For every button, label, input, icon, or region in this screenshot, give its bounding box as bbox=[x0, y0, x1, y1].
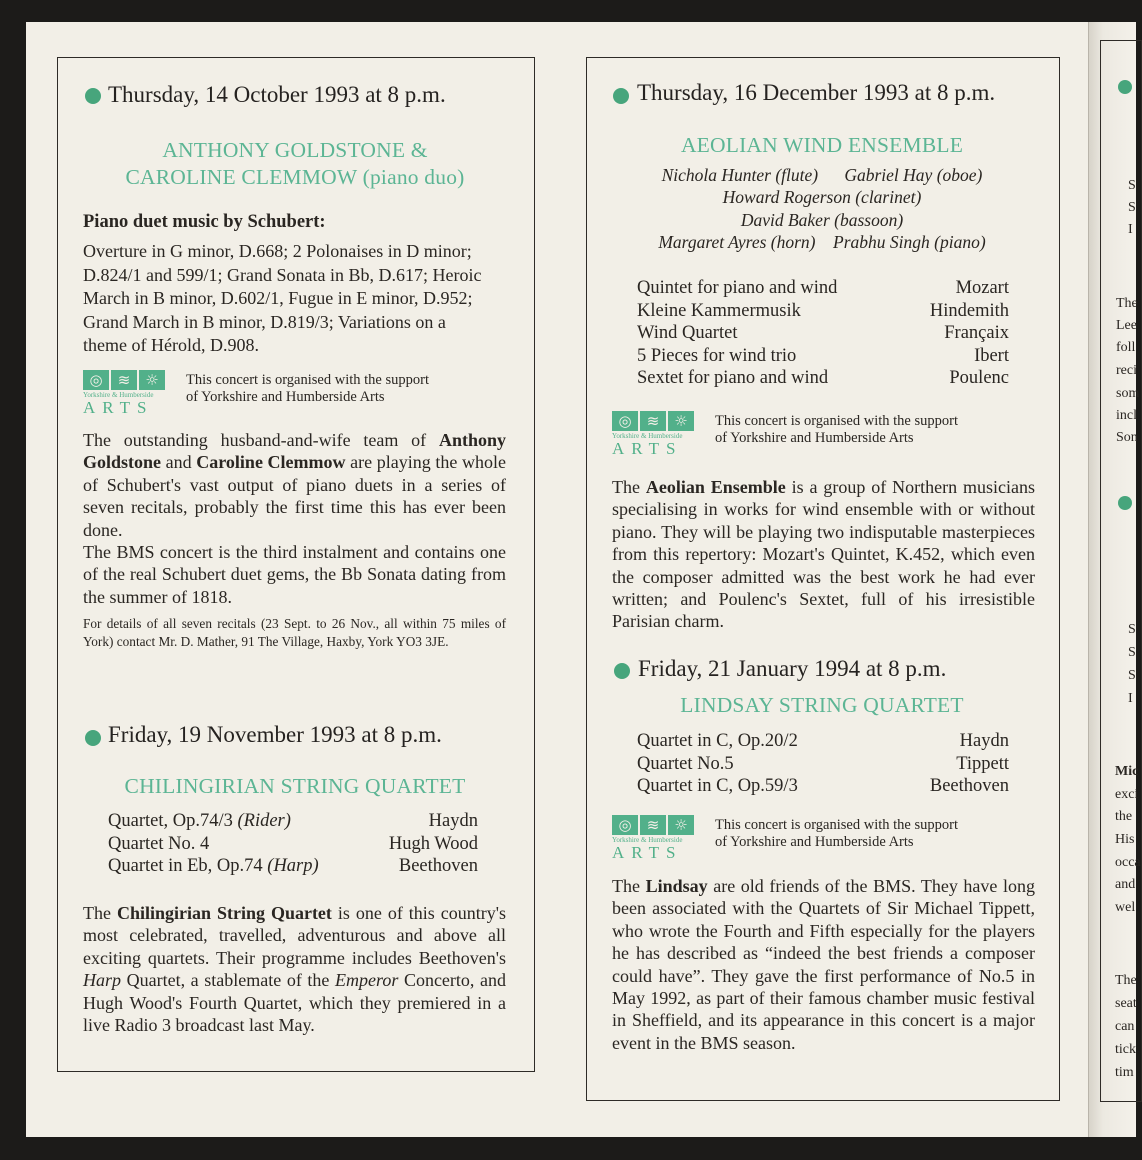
edge-fragment: Son bbox=[1116, 430, 1138, 445]
desc-text: is a group of Northern musicians specialising in works for wind ensemble with or without piano. They will be playing two indisputable masterpieces from this repertory: Mozart's Quintet, K.452, which even the composer admitted was the best work he had ever written; and Poulenc's Sextet, full of his irresistible Parisian charm. bbox=[612, 477, 1036, 632]
desc-text: Concerto, and Hugh Wood's Fourth Quartet, which they premiered in a live Radio 3 broadcast last May. bbox=[83, 970, 507, 1036]
concert-date: Thursday, 16 December 1993 at 8 p.m. bbox=[637, 80, 996, 105]
player: Howard Rogerson (clarinet) bbox=[722, 187, 922, 208]
player: Margaret Ayres (horn) bbox=[658, 231, 816, 252]
programme-row bbox=[637, 367, 1009, 390]
work-title: 5 Pieces for wind trio bbox=[637, 345, 797, 366]
players-row bbox=[586, 231, 1058, 253]
programme-row bbox=[637, 730, 1009, 753]
edge-fragment: seat bbox=[1115, 996, 1137, 1011]
figure-icon: ☼ bbox=[668, 815, 694, 835]
programme-row bbox=[637, 345, 1009, 368]
work-title: Quartet in C, Op.20/2 bbox=[637, 731, 798, 751]
programme-line: March in B minor, D.602/1, Fugue in E minor, D.952; bbox=[83, 288, 473, 308]
spiral-icon: ◎ bbox=[83, 370, 109, 390]
concert-date: Thursday, 14 October 1993 at 8 p.m. bbox=[108, 82, 446, 107]
programme-line: Grand March in B minor, D.819/3; Variations on a bbox=[83, 311, 446, 332]
edge-fragment: tim bbox=[1115, 1065, 1134, 1080]
bullet-dot bbox=[85, 88, 101, 104]
programme-line: theme of Hérold, D.908. bbox=[83, 335, 259, 355]
player: Nichola Hunter (flute) bbox=[661, 165, 819, 185]
performer-name: Caroline Clemmow bbox=[196, 452, 346, 473]
work-subtitle: (Rider) bbox=[237, 811, 291, 831]
arts-logo bbox=[83, 370, 171, 428]
programme-line: Overture in G minor, D.668; 2 Polonaises in D minor; bbox=[83, 241, 472, 261]
recitals-note: For details of all seven recitals (23 Sept. to 26 Nov., all within 75 miles of York) contact Mr. D. Mather, 91 The Village, Haxby, York YO3 3JE. bbox=[83, 616, 506, 649]
concert-description bbox=[612, 476, 1035, 633]
concert-date: Friday, 19 November 1993 at 8 p.m. bbox=[108, 722, 442, 747]
performer-name: Aeolian Ensemble bbox=[645, 477, 786, 497]
desc-text: The outstanding husband-and-wife team of bbox=[83, 430, 439, 450]
desc-text: is one of this country's most celebrated, travelled, adventurous and above all exciting quartets. Their programme includes Beethoven's bbox=[83, 903, 507, 968]
work-name: Emperor bbox=[335, 970, 399, 991]
performer-name: Anthony Goldstone bbox=[83, 430, 506, 473]
arts-logo-word: ARTS bbox=[83, 398, 154, 417]
edge-fragment: The bbox=[1115, 973, 1137, 988]
programme-row bbox=[637, 300, 1009, 323]
bullet-dot bbox=[613, 88, 629, 104]
composer: Hindemith bbox=[929, 300, 1009, 321]
arts-logo-sub: Yorkshire & Humberside bbox=[83, 391, 154, 399]
programme-row bbox=[108, 810, 478, 833]
edge-fragment: I bbox=[1128, 222, 1133, 237]
concert-description bbox=[83, 429, 506, 541]
edge-fragment: Mic bbox=[1115, 764, 1139, 779]
support-line: of Yorkshire and Humberside Arts bbox=[186, 389, 385, 405]
support-line: This concert is organised with the support bbox=[186, 372, 429, 388]
edge-fragment: S bbox=[1128, 668, 1136, 683]
programme-line: D.824/1 and 599/1; Grand Sonata in Bb, D.617; Heroic bbox=[83, 264, 482, 285]
desc-text: The bbox=[612, 477, 646, 497]
edge-fragment: S bbox=[1128, 622, 1136, 637]
arts-logo-sub: Yorkshire & Humberside bbox=[612, 836, 683, 844]
players-list bbox=[586, 164, 1058, 253]
composer: Hugh Wood bbox=[388, 833, 478, 854]
arts-logo-sub: Yorkshire & Humberside bbox=[612, 432, 683, 440]
waves-icon: ≋ bbox=[640, 815, 666, 835]
work: Quartet in Eb, Op.74 bbox=[108, 856, 268, 877]
arts-logo bbox=[612, 815, 700, 873]
performer-name: Chilingirian String Quartet bbox=[116, 903, 332, 923]
support-line: of Yorkshire and Humberside Arts bbox=[715, 834, 914, 850]
edge-fragment: Lee bbox=[1116, 318, 1137, 333]
composer: Françaix bbox=[944, 323, 1009, 344]
edge-fragment: occa bbox=[1115, 855, 1141, 870]
waves-icon: ≋ bbox=[640, 411, 666, 431]
desc-text: The bbox=[83, 903, 117, 923]
work-title: Wind Quartet bbox=[637, 323, 738, 344]
spiral-icon: ◎ bbox=[612, 815, 638, 835]
desc-text: are old friends of the BMS. They have long been associated with the Quartets of Sir Michael Tippett, who wrote the Fourth and Fifth especially for the players he has described as “indeed the best friends a composer could have”. They gave the first performance of No.5 in May 1992, as part of their famous chamber music festival in Sheffield, and its appearance in this concert is a major event in the BMS season. bbox=[612, 876, 1035, 1053]
programme-row bbox=[637, 322, 1009, 345]
composer: Haydn bbox=[959, 731, 1009, 751]
work-title: Sextet for piano and wind bbox=[637, 368, 829, 389]
work-title: Quartet No.5 bbox=[637, 753, 734, 774]
programme-list bbox=[637, 277, 1009, 390]
support-note bbox=[186, 372, 429, 406]
support-note bbox=[715, 413, 958, 447]
edge-fragment: S bbox=[1128, 178, 1136, 193]
concert-date: Friday, 21 January 1994 at 8 p.m. bbox=[638, 656, 947, 681]
programme-row bbox=[637, 277, 1009, 300]
player: Gabriel Hay (oboe) bbox=[844, 165, 983, 185]
edge-fragment: His bbox=[1115, 832, 1135, 847]
support-line: of Yorkshire and Humberside Arts bbox=[715, 430, 914, 446]
edge-fragment: foll bbox=[1116, 340, 1136, 355]
composer: Ibert bbox=[974, 345, 1009, 366]
work-title: Quartet in C, Op.59/3 bbox=[637, 776, 798, 797]
programme-row bbox=[108, 855, 478, 878]
player: David Baker (bassoon) bbox=[740, 209, 904, 230]
ensemble-title: AEOLIAN WIND ENSEMBLE bbox=[680, 133, 964, 157]
edge-fragment: The bbox=[1116, 296, 1138, 311]
programme-list bbox=[108, 810, 478, 878]
ensemble-title: LINDSAY STRING QUARTET bbox=[680, 693, 964, 717]
arts-logo bbox=[612, 411, 700, 469]
programme-text bbox=[83, 240, 506, 358]
edge-fragment: exci bbox=[1115, 787, 1139, 802]
edge-fragment: the bbox=[1115, 809, 1133, 824]
programme-row bbox=[637, 775, 1009, 798]
bullet-dot bbox=[1118, 496, 1132, 510]
composer: Beethoven bbox=[929, 776, 1009, 797]
edge-fragment: S bbox=[1128, 200, 1136, 215]
figure-icon: ☼ bbox=[139, 370, 165, 390]
spiral-icon: ◎ bbox=[612, 411, 638, 431]
figure-icon: ☼ bbox=[668, 411, 694, 431]
work: Quartet No. 4 bbox=[108, 833, 210, 854]
work-name: Harp bbox=[83, 970, 122, 991]
work-title bbox=[108, 833, 209, 856]
support-note bbox=[715, 817, 958, 851]
composer: Tippett bbox=[956, 753, 1009, 774]
players-row bbox=[586, 164, 1058, 186]
composer: Beethoven bbox=[398, 856, 478, 877]
arts-logo-word: ARTS bbox=[612, 439, 683, 458]
bullet-dot bbox=[85, 730, 101, 746]
edge-fragment: reci bbox=[1116, 363, 1137, 378]
bullet-dot bbox=[614, 663, 630, 679]
desc-text: Quartet, a stablemate of the bbox=[121, 970, 336, 991]
concert-description bbox=[612, 875, 1035, 1054]
composer: Mozart bbox=[955, 278, 1009, 298]
arts-logo-word: ARTS bbox=[612, 843, 683, 862]
desc-text: are playing the whole of Schubert's vast output of piano duets in a series of seven recitals, probably the first time this has ever been done. bbox=[83, 452, 506, 540]
programme-row bbox=[637, 753, 1009, 776]
player: Prabhu Singh (piano) bbox=[833, 231, 986, 252]
programme-heading: Piano duet music by Schubert: bbox=[83, 212, 326, 232]
edge-fragment: I bbox=[1128, 691, 1133, 706]
edge-fragment: som bbox=[1116, 386, 1140, 401]
ensemble-title: CHILINGIRIAN STRING QUARTET bbox=[124, 774, 466, 798]
bullet-dot bbox=[1118, 80, 1132, 94]
concert-description-2: The BMS concert is the third instalment and contains one of the real Schubert duet gems, the Bb Sonata dating from the summer of 1818. bbox=[83, 542, 506, 607]
waves-icon: ≋ bbox=[111, 370, 137, 390]
edge-fragment: and bbox=[1115, 877, 1136, 892]
edge-fragment: tick bbox=[1115, 1042, 1136, 1057]
edge-fragment: S bbox=[1128, 645, 1136, 660]
work-subtitle: (Harp) bbox=[267, 856, 319, 877]
work-title bbox=[108, 810, 291, 833]
work-title: Quintet for piano and wind bbox=[637, 278, 838, 298]
edge-fragment: wel bbox=[1115, 900, 1136, 915]
edge-fragment: incl bbox=[1116, 408, 1137, 423]
support-line: This concert is organised with the support bbox=[715, 817, 958, 833]
programme-row bbox=[108, 833, 478, 856]
desc-text: and bbox=[161, 452, 197, 473]
composer: Haydn bbox=[428, 811, 478, 831]
edge-fragment: can bbox=[1115, 1019, 1135, 1034]
ensemble-title: CAROLINE CLEMMOW (piano duo) bbox=[125, 165, 465, 189]
work-title bbox=[108, 855, 319, 878]
ensemble-title: ANTHONY GOLDSTONE & bbox=[162, 138, 428, 162]
work-title: Kleine Kammermusik bbox=[637, 300, 801, 321]
performer-name: Lindsay bbox=[645, 876, 708, 896]
composer: Poulenc bbox=[949, 368, 1009, 389]
desc-text: The bbox=[612, 876, 646, 896]
work: Quartet, Op.74/3 bbox=[108, 811, 238, 831]
programme-list bbox=[637, 730, 1009, 798]
concert-description bbox=[83, 902, 506, 1036]
support-line: This concert is organised with the support bbox=[715, 413, 958, 429]
